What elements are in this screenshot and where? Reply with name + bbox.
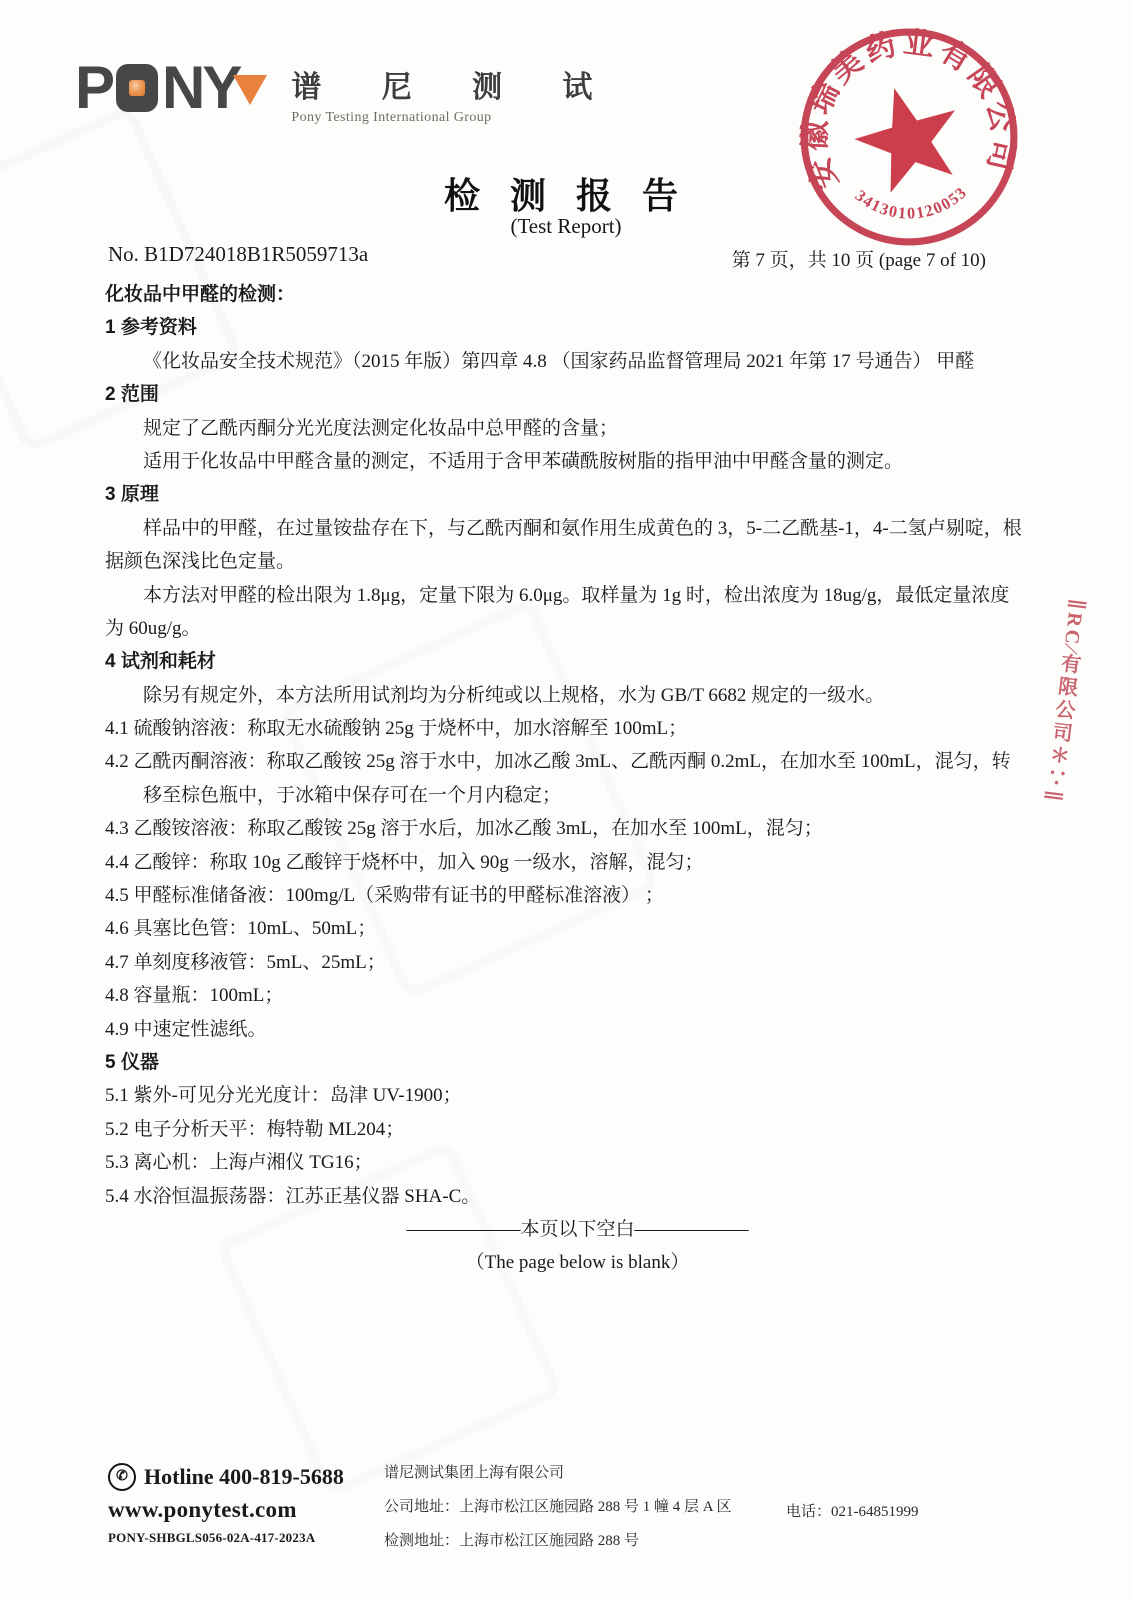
hotline-row [108, 1463, 344, 1491]
logo-triangle-icon [233, 75, 267, 105]
logo-letter-n: N [162, 54, 203, 121]
footer [0, 1455, 1132, 1575]
phone-icon: ✆ [108, 1463, 136, 1491]
body-line: 5.3 离心机：上海卢湘仪 TG16； [105, 1152, 373, 1174]
footer-left-block [108, 1463, 344, 1546]
seal-number-text: 3413010120053 [851, 182, 971, 223]
logo-en-name: Pony Testing International Group [291, 110, 492, 125]
body-line: 4.2 乙酰丙酮溶液：称取乙酸铵 25g 溶于水中，加冰乙酸 3mL、乙酰丙酮 0.2mL，在加水至 100mL，混匀，转 [105, 751, 1011, 773]
body-line: 本方法对甲醛的检出限为 1.8μg，定量下限为 6.0μg。取样量为 1g 时，检出浓度为 18ug/g，最低定量浓度 [143, 584, 1010, 606]
footer-company-name: 谱尼测试集团上海有限公司 [384, 1465, 565, 1481]
body-line: 2 范围 [105, 384, 159, 406]
body-line: 4.5 甲醛标准储备液：100mg/L（采购带有证书的甲醛标准溶液） ； [105, 885, 664, 907]
body-line: 4.6 具塞比色管：10mL、50mL； [105, 918, 377, 940]
side-stamp-fragment: ∥RC∕有限公司＊∵∥ [1040, 597, 1088, 806]
footer-test-address: 检测地址：上海市松江区施园路 288 号 [384, 1533, 640, 1549]
body-line: 4.1 硫酸钠溶液：称取无水硫酸钠 25g 于烧杯中，加水溶解至 100mL； [105, 718, 688, 740]
body-line: 为 60ug/g。 [105, 617, 201, 639]
logo-text-block [291, 58, 618, 126]
body-line: 4.7 单刻度移液管：5mL、25mL； [105, 951, 386, 973]
logo-orange-square [129, 80, 145, 96]
body-lines [105, 283, 1050, 1285]
body-line: 移至棕色瓶中，于冰箱中保存可在一个月内稳定； [143, 784, 562, 806]
body-line: 化妆品中甲醛的检测： [105, 284, 296, 305]
page-title: 检 测 报 告 [443, 175, 688, 216]
body-line: 样品中的甲醛，在过量铵盐存在下，与乙酰丙酮和氨作用生成黄色的 3，5-二乙酰基-1，4-二氢卢剔啶，根 [143, 517, 1022, 539]
body-line: 5 仪器 [105, 1051, 159, 1073]
body-line: 5.4 水浴恒温振荡器：江苏正基仪器 SHA-C。 [105, 1185, 481, 1207]
logo-letter-y: Y [202, 54, 240, 121]
body-line: 5.2 电子分析天平：梅特勒 ML204； [105, 1118, 405, 1140]
footer-company-address: 公司地址：上海市松江区施园路 288 号 1 幢 4 层 A 区 [384, 1499, 732, 1515]
body-line: 4.9 中速定性滤纸。 [105, 1018, 267, 1040]
body-line: 适用于化妆品中甲醛含量的测定，不适用于含甲苯磺酰胺树脂的指甲油中甲醛含量的测定。 [143, 450, 904, 472]
logo-letter-o [116, 64, 158, 112]
logo-cn-name: 谱 尼 测 试 [291, 71, 619, 104]
body-line: （The page below is blank） [465, 1252, 690, 1274]
body-line: 规定了乙酰丙酮分光光度法测定化妆品中总甲醛的含量； [143, 417, 619, 439]
body-line: 5.1 紫外-可见分光光度计：岛津 UV-1900； [105, 1085, 462, 1107]
document-code: PONY-SHBGLS056-02A-417-2023A [108, 1530, 316, 1545]
body-line: 3 原理 [105, 484, 159, 506]
logo-letter-p: P [75, 54, 113, 121]
report-number: No. B1D724018B1R5059713a [108, 242, 369, 266]
footer-phone: 电话：021-64851999 [786, 1504, 919, 1520]
footer-middle-block [384, 1461, 732, 1563]
body-line: 4.3 乙酸铵溶液：称取乙酸铵 25g 溶于水后，加冰乙酸 3mL，在加水至 100mL，混匀； [105, 818, 823, 840]
seal-company-text: 安徽瑞美药业有限公司 [797, 25, 1021, 195]
body-line: 4.4 乙酸锌：称取 10g 乙酸锌于烧杯中，加入 90g 一级水，溶解，混匀； [105, 851, 704, 873]
hotline-text: Hotline 400-819-5688 [144, 1464, 344, 1489]
body-line: ——————本页以下空白—————— [406, 1218, 749, 1240]
body-line: 《化妆品安全技术规范》（2015 年版）第四章 4.8 （国家药品监督管理局 2021 年第 17 号通告） 甲醛 [143, 350, 975, 372]
page-number-info: 第 7 页，共 10 页 (page 7 of 10) [731, 250, 986, 271]
body-line: 4.8 容量瓶：100mL； [105, 985, 284, 1007]
body-line: 4 试剂和耗材 [105, 651, 216, 673]
website-text: www.ponytest.com [108, 1497, 297, 1522]
body-line: 除另有规定外，本方法所用试剂均为分析纯或以上规格，水为 GB/T 6682 规定的一级水。 [143, 684, 885, 706]
pony-logo [75, 54, 619, 126]
body-line: 据颜色深浅比色定量。 [105, 551, 296, 573]
body-line: 1 参考资料 [105, 317, 197, 339]
pony-logo-wordmark [75, 54, 267, 121]
page-title-en: (Test Report) [510, 214, 622, 238]
